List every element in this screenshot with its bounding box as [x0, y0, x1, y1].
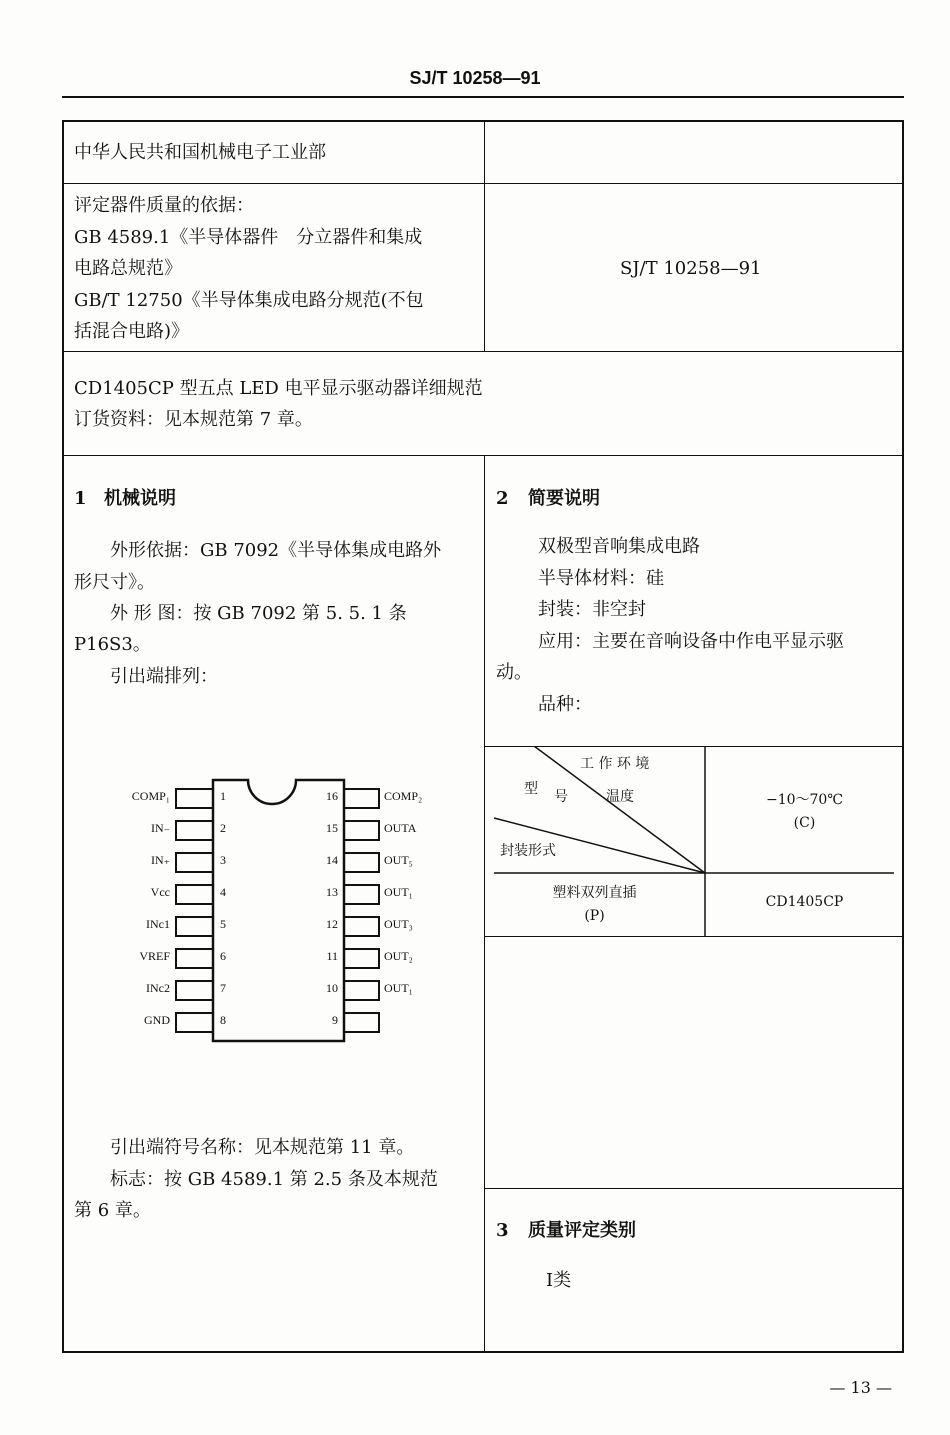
outline-basis-line-2: 形尺寸》。 [74, 572, 155, 593]
pin-number-7: 7 [220, 981, 226, 995]
pin-label-out1b: OUT₁ [384, 981, 413, 995]
package-type: 封装：非空封 [538, 599, 646, 620]
pin-lead-13 [344, 885, 379, 904]
pinout-diagram [62, 760, 482, 1060]
pin-number-8: 8 [220, 1013, 226, 1027]
semiconductor-material: 半导体材料：硅 [538, 568, 664, 589]
row-header-package-form: 封装形式 [500, 843, 556, 859]
pin-lead-7 [176, 981, 213, 1000]
pin-label-inc1: INc1 [146, 917, 170, 931]
order-info: 订货资料：见本规范第 7 章。 [74, 409, 313, 430]
pin-number-6: 6 [220, 949, 226, 963]
row-header-hao: 号 [554, 789, 568, 805]
pin-label-out3: OUT₃ [384, 917, 413, 931]
top-column-divider [484, 120, 485, 352]
spec-title: CD1405CP 型五点 LED 电平显示驱动器详细规范 [74, 378, 483, 399]
pin-lead-5 [176, 917, 213, 936]
section2-heading: 简要说明 [528, 488, 600, 509]
pin-number-4: 4 [220, 885, 226, 899]
outline-basis-line-1: 外形依据：GB 7092《半导体集成电路外 [110, 540, 442, 561]
application-line-1: 应用：主要在音响设备中作电平显示驱 [538, 631, 844, 652]
section1-heading: 机械说明 [104, 488, 176, 509]
pin-lead-14 [344, 853, 379, 872]
basis-line-3: GB/T 12750《半导体集成电路分规范(不包 [74, 290, 424, 311]
pin-label-outa: OUTA [384, 821, 417, 835]
pin-lead-2 [176, 821, 213, 840]
pin-lead-6 [176, 949, 213, 968]
pin-lead-16 [344, 789, 379, 808]
pin-lead-3 [176, 853, 213, 872]
pin-number-13: 13 [326, 885, 338, 899]
pin-number-11: 11 [326, 949, 338, 963]
col-header-environment: 工 作 环 境 [580, 756, 650, 772]
pin-lead-11 [344, 949, 379, 968]
section3-heading: 质量评定类别 [528, 1220, 636, 1241]
pin-lead-8 [176, 1013, 213, 1032]
pin-label-vcc: Vcc [150, 885, 170, 899]
row-divider-3 [62, 455, 904, 456]
pin-label-out2: OUT₂ [384, 949, 413, 963]
application-line-2: 动。 [496, 662, 532, 683]
header-rule [62, 96, 904, 98]
pin-number-9: 9 [332, 1013, 338, 1027]
section2-number: 2 [496, 488, 509, 509]
pin-label-out1a: OUT₁ [384, 885, 413, 899]
col-header-temperature: 温度 [606, 789, 634, 805]
right-pin-leads [344, 789, 379, 1032]
outline-drawing-line-1: 外 形 图：按 GB 7092 第 5. 5. 1 条 [110, 603, 407, 624]
pin-label-in-plus: IN₊ [151, 853, 170, 867]
pin-label-in-minus: IN₋ [151, 821, 170, 835]
row-divider-2 [62, 351, 904, 352]
left-pin-leads [176, 789, 213, 1032]
quality-category: Ⅰ类 [546, 1270, 572, 1291]
pin-lead-4 [176, 885, 213, 904]
row-divider-1 [62, 183, 904, 184]
row-header-type: 型 [524, 781, 538, 797]
ministry-name: 中华人民共和国机械电子工业部 [74, 142, 326, 163]
pin-number-14: 14 [326, 853, 338, 867]
pin-arrangement-label: 引出端排列： [110, 666, 218, 687]
temp-code: (C) [793, 815, 816, 831]
pin-label-out5: OUT₅ [384, 853, 413, 867]
section1-number: 1 [74, 488, 87, 509]
pin-names-note: 引出端符号名称：见本规范第 11 章。 [110, 1137, 415, 1158]
circuit-type: 双极型音响集成电路 [538, 536, 700, 557]
std-number-cell: SJ/T 10258—91 [620, 258, 762, 279]
pin-number-16: 16 [326, 789, 338, 803]
pin-number-15: 15 [326, 821, 338, 835]
pin-number-2: 2 [220, 821, 226, 835]
part-number: CD1405CP [765, 894, 844, 910]
pin-label-comp1: COMP₁ [131, 789, 170, 803]
section3-number: 3 [496, 1220, 509, 1241]
section3-divider [484, 1188, 904, 1189]
pin-number-5: 5 [220, 917, 226, 931]
pin-number-1: 1 [220, 789, 226, 803]
page-number: — 13 — [829, 1378, 892, 1397]
outline-drawing-line-2: P16S3。 [74, 634, 151, 655]
basis-title: 评定器件质量的依据： [74, 195, 254, 216]
package-name: 塑料双列直插 [552, 885, 637, 901]
pin-label-gnd: GND [144, 1013, 170, 1027]
pin-lead-9 [344, 1013, 379, 1032]
pin-lead-12 [344, 917, 379, 936]
temp-range: −10～70℃ [765, 792, 844, 808]
basis-line-1: GB 4589.1《半导体器件 分立器件和集成 [74, 227, 423, 248]
pin-lead-1 [176, 789, 213, 808]
variety-label: 品种： [538, 694, 592, 715]
package-code: (P) [584, 908, 605, 924]
pin-lead-10 [344, 981, 379, 1000]
pin-number-3: 3 [220, 853, 226, 867]
pin-label-inc2: INc2 [146, 981, 170, 995]
pin-number-10: 10 [326, 981, 338, 995]
marking-line-1: 标志：按 GB 4589.1 第 2.5 条及本规范 [110, 1169, 438, 1190]
pin-number-12: 12 [326, 917, 338, 931]
pin-label-vref: VREF [139, 949, 170, 963]
marking-line-2: 第 6 章。 [74, 1200, 151, 1221]
basis-line-4: 括混合电路)》 [74, 321, 190, 342]
pin-lead-15 [344, 821, 379, 840]
ic-package-outline [213, 780, 344, 1041]
pin-label-comp2: COMP₂ [384, 789, 423, 803]
basis-line-2: 电路总规范》 [74, 258, 182, 279]
page-header-std-no: SJ/T 10258—91 [409, 68, 541, 88]
